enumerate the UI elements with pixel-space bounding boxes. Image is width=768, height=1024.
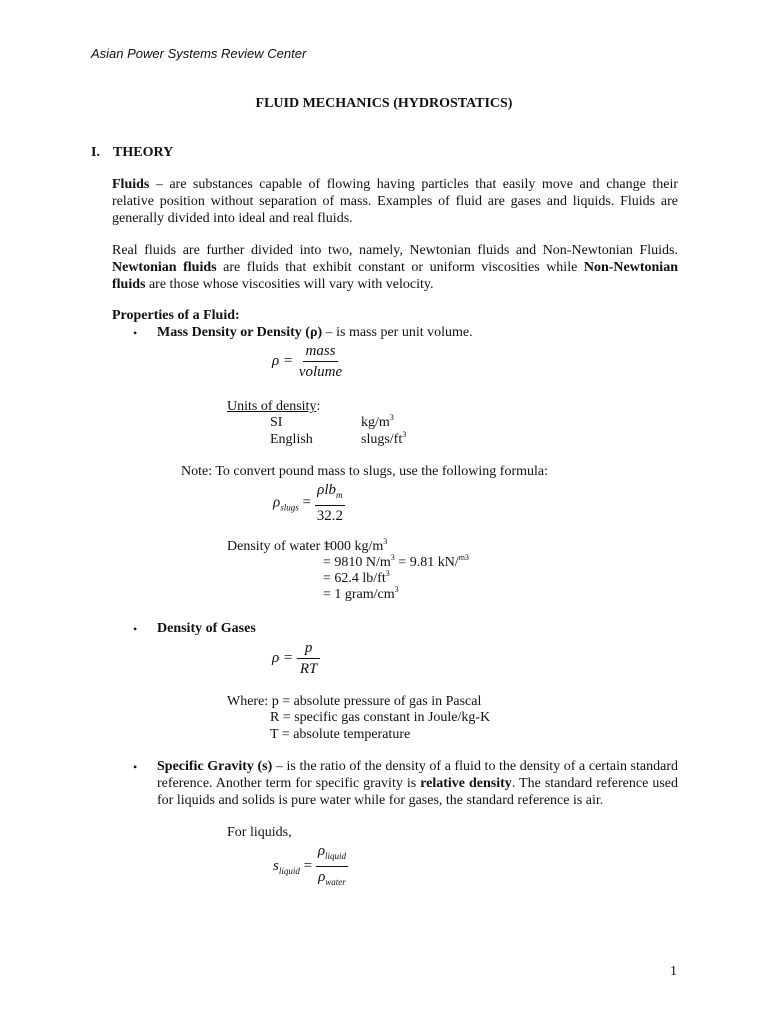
slug-formula [273,481,345,525]
specific-gravity-item [157,758,678,809]
unit-si-exponent: 3 [389,413,394,422]
water-value-4-exp: 3 [394,585,399,594]
properties-heading: Properties of a Fluid: [112,308,240,323]
section-title: THEORY [113,145,174,160]
sg-denominator-rho: ρ [318,869,326,885]
gas-fraction [297,639,321,678]
sg-numerator-rho: ρ [317,843,326,859]
water-value-2-text: = 9810 N/m [323,555,391,570]
real-fluids-text-3: are those whose viscosities will vary with velocity. [145,277,434,292]
page-header: Asian Power Systems Review Center [91,46,307,61]
slug-numerator-sub: m [336,490,343,500]
slug-formula-eq: = [298,494,311,511]
unit-english-exponent: 3 [402,430,407,439]
water-value-2-exp: 3 [390,553,395,562]
fluids-text: – are substances capable of flowing having particles that easily move and change their relative position without separation of mass. Examples of fluid are gases and liquids. Fluids are generally divided into ideal and real fluids. [112,177,678,226]
density-formula-lhs: ρ = [272,352,294,369]
units-label [227,398,320,415]
unit-system-english: English [270,432,313,447]
water-value-2-post: = 9.81 kN/ [394,555,459,570]
water-density-value-3 [323,570,390,587]
sg-denominator [316,867,348,891]
density-denominator: volume [298,364,343,380]
slug-formula-sub: slugs [280,502,299,513]
sg-denominator-sub: water [325,877,346,887]
water-density-label: Density of water = [227,539,332,554]
real-fluids-paragraph [112,242,678,293]
gases-item [157,620,678,637]
real-fluids-text-2: are fluids that exhibit constant or uniform viscosities while [216,260,584,275]
gas-where-line-3: T = absolute temperature [270,727,411,742]
water-value-3-text: = 62.4 lb/ft [323,571,386,586]
fluids-term: Fluids [112,177,150,192]
specific-gravity-text-1: – is the ratio of the density of a fluid to the density of a certain standard reference. Another term for specific gravity is [157,759,678,791]
for-liquids-label: For liquids, [227,825,292,840]
sg-formula-s: s [273,857,279,874]
unit-value-english [361,431,406,448]
bullet-icon: • [133,622,138,636]
density-text: – is mass per unit volume. [322,325,473,340]
real-fluids-text-1: Real fluids are further divided into two, namely, Newtonian fluids and Non-Newtonian Fluids. [112,243,678,258]
sg-numerator [316,842,348,867]
bullet-icon: • [133,326,138,340]
slug-fraction [315,481,345,525]
water-value-1-text: 1000 kg/m [323,539,384,554]
gas-where-line-1: Where: p = absolute pressure of gas in Pascal [227,694,482,709]
fluids-paragraph [112,176,678,227]
water-value-1-exp: 3 [383,537,388,546]
section-heading [91,144,173,161]
gases-term: Density of Gases [157,621,256,636]
gas-numerator: p [297,639,321,659]
water-density-value-2 [323,554,469,571]
slug-note: Note: To convert pound mass to slugs, use the following formula: [181,464,548,479]
unit-value-si [361,414,394,431]
unit-si-text: kg/m [361,415,390,430]
water-value-3-exp: 3 [385,569,390,578]
sg-fraction [316,842,348,891]
water-value-4-text: = 1 gram/cm [323,587,395,602]
gas-density-formula [272,639,320,678]
page-number: 1 [670,964,677,979]
unit-english-text: slugs/ft [361,432,403,447]
specific-gravity-formula [273,842,348,891]
density-item [157,324,678,341]
relative-density-term: relative density [420,776,512,791]
density-numerator: mass [303,342,337,362]
sg-formula-s-sub: liquid [278,865,300,876]
units-label-colon: : [316,399,321,414]
sg-formula-eq: = [299,857,313,874]
non-newtonian-term: Non-Newtonian fluids [112,260,678,292]
specific-gravity-text-2: . The standard reference used for liquids and solids is pure water while for gases, the standard reference is air. [157,776,678,808]
section-number: I. [91,145,100,160]
page-title: FLUID MECHANICS (HYDROSTATICS) [255,96,513,111]
density-formula [272,342,344,381]
slug-formula-rho: ρ [273,494,281,511]
density-term: Mass Density or Density (ρ) [157,325,323,340]
slug-numerator [315,481,344,506]
sg-numerator-sub: liquid [325,851,347,861]
water-density-value-1 [323,538,387,555]
unit-system-si: SI [270,415,283,430]
newtonian-term: Newtonian fluids [112,260,217,275]
water-density-value-4 [323,586,399,603]
slug-numerator-main: ρlb [317,482,336,498]
slug-denominator: 32.2 [316,508,343,524]
water-value-2-exp2: m3 [458,553,469,562]
gas-formula-lhs: ρ = [272,649,294,666]
bullet-icon: • [133,760,138,774]
specific-gravity-term: Specific Gravity (s) [157,759,273,774]
gas-where-line-2: R = specific gas constant in Joule/kg-K [270,710,491,725]
units-label-text: Units of density [227,399,317,414]
density-fraction [297,342,344,381]
gas-denominator: RT [299,661,318,677]
